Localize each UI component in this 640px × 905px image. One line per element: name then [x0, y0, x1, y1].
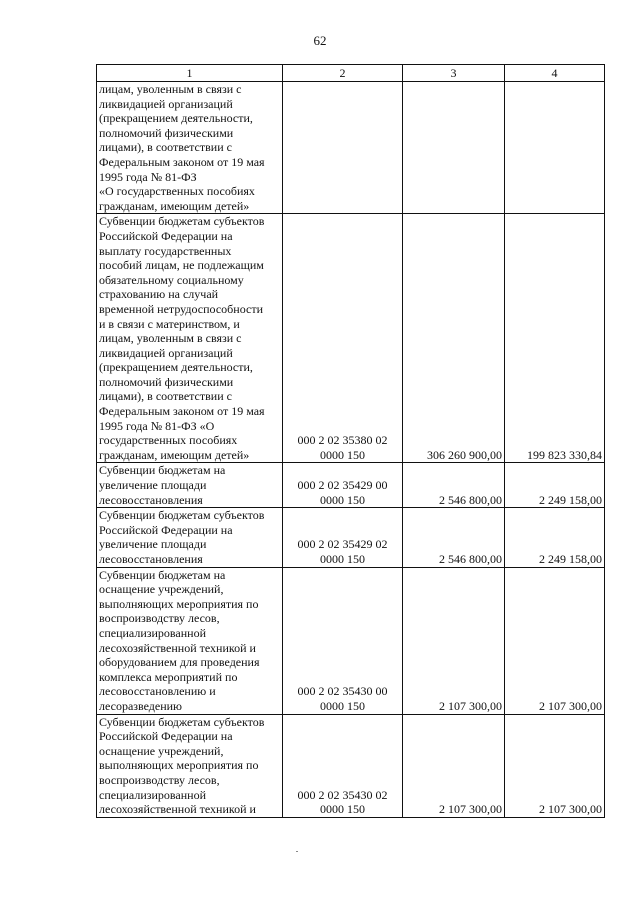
table-header-row: [97, 65, 605, 82]
row-sum-plan: 2 546 800,00: [403, 463, 505, 508]
row-name: Субвенции бюджетам субъектов Российской Федерации на оснащение учреждений, выполняющих мероприятия по воспроизводству лесов, специализированной лесохозяйственной техникой и: [97, 714, 283, 817]
row-sum-plan: 2 107 300,00: [403, 567, 505, 714]
column-header-4: 4: [505, 65, 605, 82]
row-sum-actual: 2 249 158,00: [505, 463, 605, 508]
budget-table: [96, 64, 605, 818]
row-code: 000 2 02 35429 00 0000 150: [283, 463, 403, 508]
scan-speck: [296, 851, 298, 852]
table-row: [97, 714, 605, 817]
table-row: [97, 214, 605, 463]
row-sum-actual: 2 249 158,00: [505, 508, 605, 567]
table-row: [97, 463, 605, 508]
row-name: Субвенции бюджетам на увеличение площади лесовосстановления: [97, 463, 283, 508]
row-name: Субвенции бюджетам на оснащение учреждений, выполняющих мероприятия по воспроизводству лесов, специализированной лесохозяйственной техникой и оборудованием для проведения комплекса мероприятий по лесовосстановлению и лесоразведению: [97, 567, 283, 714]
row-code: 000 2 02 35429 02 0000 150: [283, 508, 403, 567]
column-header-2: 2: [283, 65, 403, 82]
table-row: [97, 567, 605, 714]
column-header-1: 1: [97, 65, 283, 82]
row-sum-actual: 2 107 300,00: [505, 567, 605, 714]
table-row: [97, 508, 605, 567]
row-code: 000 2 02 35430 00 0000 150: [283, 567, 403, 714]
row-sum-actual: [505, 82, 605, 214]
row-sum-actual: 199 823 330,84: [505, 214, 605, 463]
row-sum-plan: 306 260 900,00: [403, 214, 505, 463]
row-sum-actual: 2 107 300,00: [505, 714, 605, 817]
row-name: Субвенции бюджетам субъектов Российской Федерации на увеличение площади лесовосстановления: [97, 508, 283, 567]
column-header-3: 3: [403, 65, 505, 82]
row-code: [283, 82, 403, 214]
row-code: 000 2 02 35430 02 0000 150: [283, 714, 403, 817]
table-row: [97, 82, 605, 214]
row-code: 000 2 02 35380 02 0000 150: [283, 214, 403, 463]
page-number: 62: [313, 33, 327, 48]
row-name: Субвенции бюджетам субъектов Российской Федерации на выплату государственных пособий лицам, не подлежащим обязательному социальному страхованию на случай временной нетрудоспособности и в связи с материнством, и лицам, уволенным в связи с ликвидацией организаций (прекращением деятельности, полномочий физическими лицами), в соответствии с Федеральным законом от 19 мая 1995 года № 81-ФЗ «О государственных пособиях гражданам, имеющим детей»: [97, 214, 283, 463]
row-sum-plan: 2 107 300,00: [403, 714, 505, 817]
row-name: лицам, уволенным в связи с ликвидацией организаций (прекращением деятельности, полномочий физическими лицами), в соответствии с Федеральным законом от 19 мая 1995 года № 81-ФЗ «О государственных пособиях гражданам, имеющим детей»: [97, 82, 283, 214]
row-sum-plan: [403, 82, 505, 214]
row-sum-plan: 2 546 800,00: [403, 508, 505, 567]
